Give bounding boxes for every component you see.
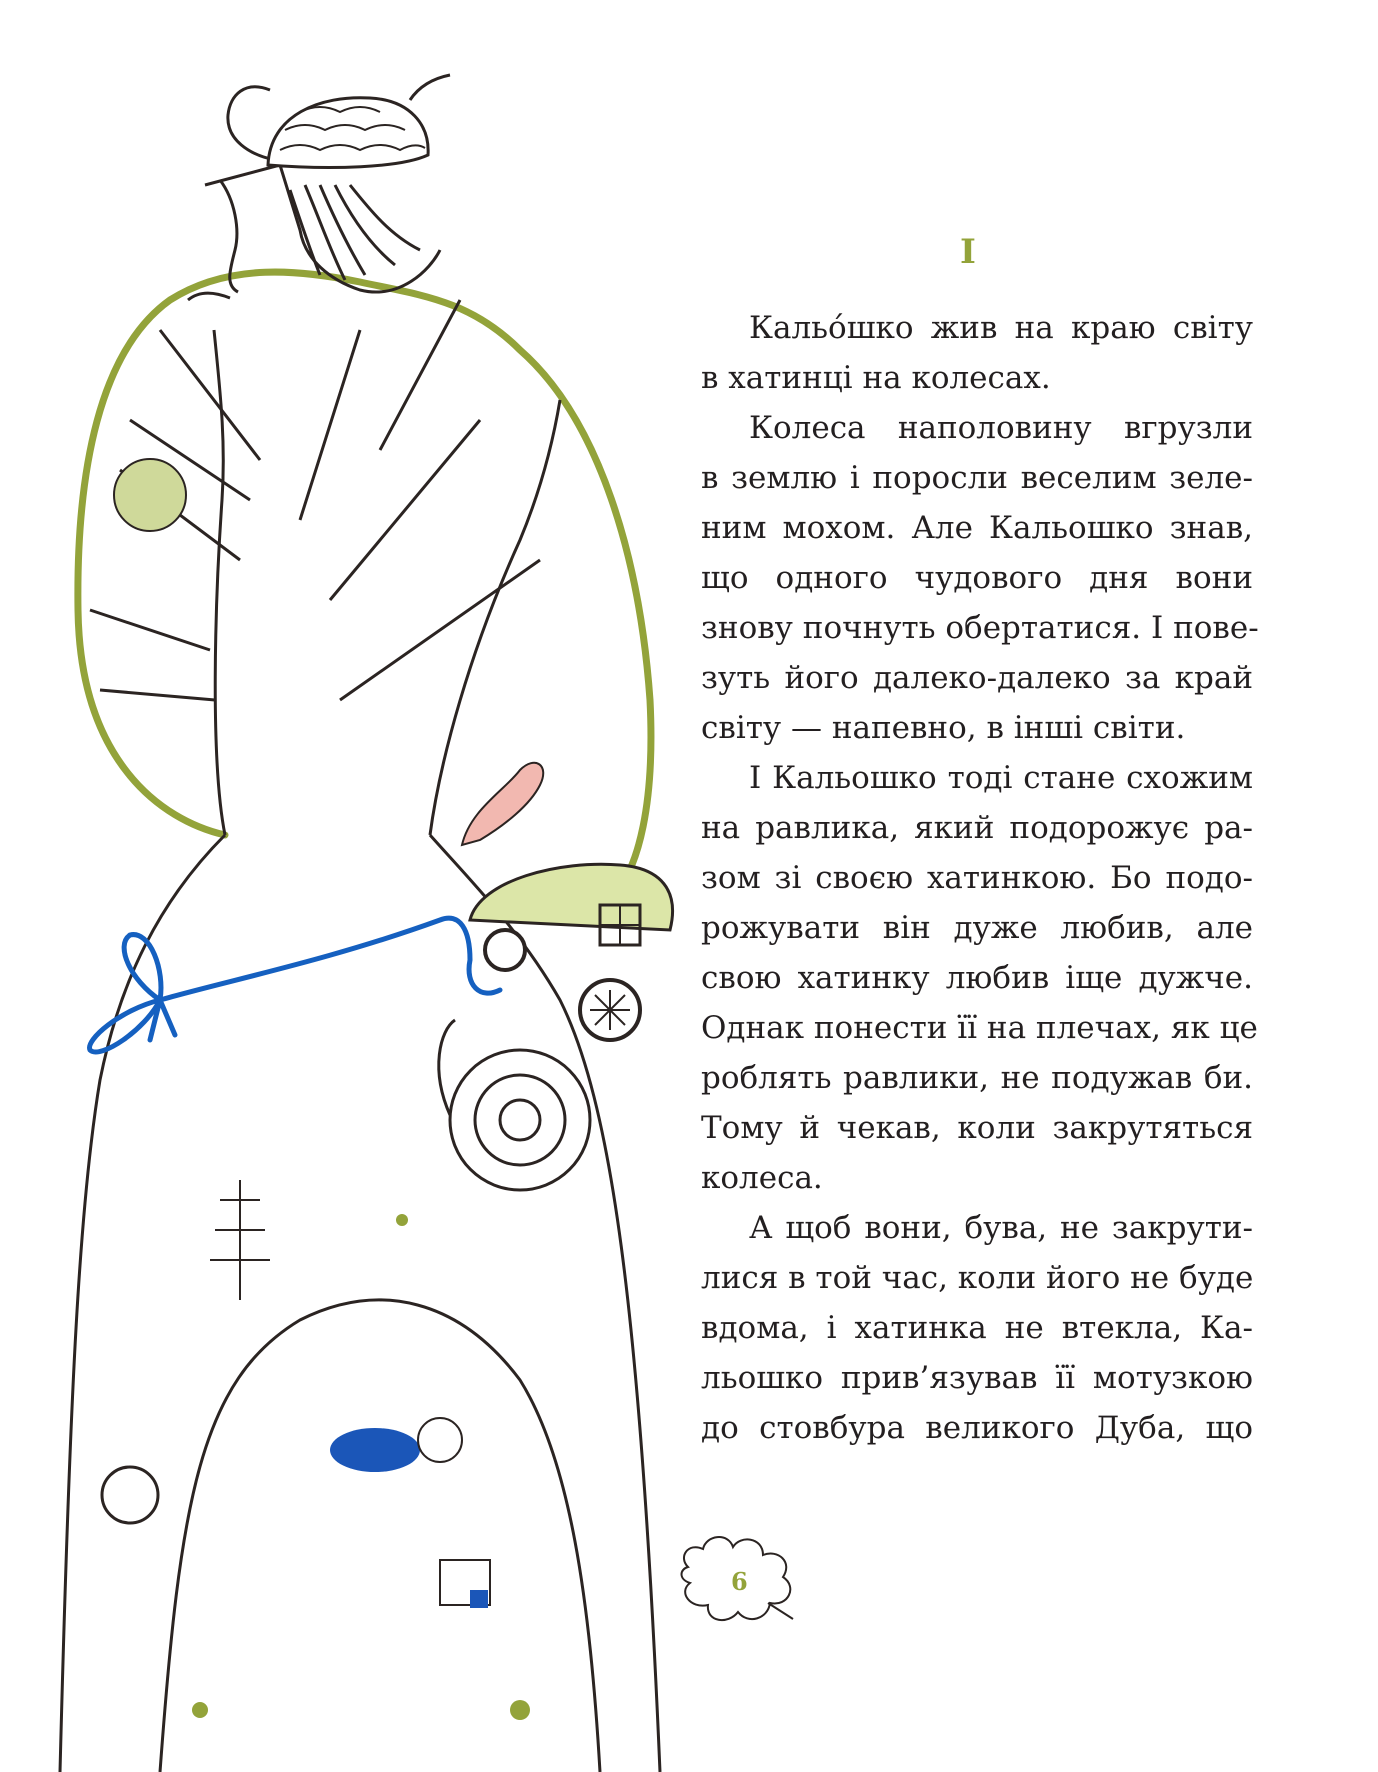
tree-sapling xyxy=(192,1702,208,1718)
tree-crown-outline xyxy=(78,272,651,900)
paragraph xyxy=(701,403,1259,753)
round-bush xyxy=(114,459,186,531)
text-line: вдома, і хатинка не втекла, Ка- xyxy=(701,1310,1253,1346)
text-line: зом зі своєю хатинкою. Бо подо- xyxy=(701,860,1253,896)
tree-sapling xyxy=(396,1214,408,1226)
text-line: Тому й чекав, коли закрутяться xyxy=(701,1110,1253,1146)
text-line: свою хатинку любив іще дужче. xyxy=(701,960,1253,996)
text-line: лися в той час, коли його не буде xyxy=(701,1260,1254,1296)
text-line: що одного чудового дня вони xyxy=(701,560,1253,596)
pond xyxy=(330,1428,420,1472)
paragraph xyxy=(701,1203,1253,1453)
text-line: Однак понести її на плечах, як це xyxy=(701,1010,1258,1046)
village-hill xyxy=(160,1300,600,1772)
page-number: 6 xyxy=(731,1567,748,1596)
text-line: Кальóшко жив на краю світу xyxy=(749,310,1253,346)
text-line: в хатинці на колесах. xyxy=(701,360,1051,396)
paragraph xyxy=(701,753,1258,1203)
text-line: зуть його далеко-далеко за край xyxy=(701,660,1253,696)
text-line: А щоб вони, бува, не закрути- xyxy=(749,1210,1253,1246)
small-house-door xyxy=(470,1590,488,1608)
squirrel-figure xyxy=(462,763,543,845)
small-tree xyxy=(418,1418,462,1462)
house-on-wheels xyxy=(470,864,673,1040)
text-line: льошко прив’язував її мотузкою xyxy=(701,1360,1253,1396)
acorn-cap-icon xyxy=(268,75,450,168)
text-line: світу — напевно, в інші світи. xyxy=(701,710,1186,746)
rope-with-bow xyxy=(90,918,500,1052)
paragraph xyxy=(701,303,1253,403)
text-line: на равлика, який подорожує ра- xyxy=(701,810,1253,846)
text-line: рожувати він дуже любив, але xyxy=(701,910,1253,946)
text-line: знову почнуть обертатися. І пове- xyxy=(701,610,1259,646)
text-line: ним мохом. Але Кальошко знав, xyxy=(701,510,1253,546)
chapter-number: I xyxy=(960,232,976,272)
story-text xyxy=(701,303,1259,1453)
text-line: в землю і поросли веселим зеле- xyxy=(701,460,1253,496)
snail-figure xyxy=(439,1020,590,1190)
tree-sapling xyxy=(210,1180,270,1300)
text-line: Колеса наполовину вгрузли xyxy=(749,410,1253,446)
small-tree xyxy=(102,1467,158,1523)
text-line: роблять равлики, не подужав би. xyxy=(701,1060,1253,1096)
tree-sapling xyxy=(510,1700,530,1720)
oak-tree-illustration xyxy=(0,0,680,1772)
text-line: колеса. xyxy=(701,1160,823,1196)
text-line: І Кальошко тоді стане схожим xyxy=(749,760,1253,796)
text-line: до стовбура великого Дуба, що xyxy=(701,1410,1253,1446)
